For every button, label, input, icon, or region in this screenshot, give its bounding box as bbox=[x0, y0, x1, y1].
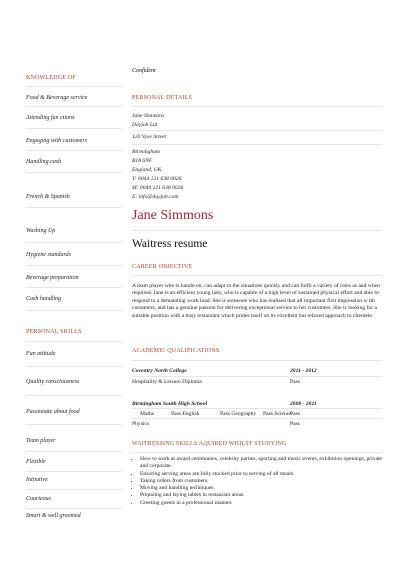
contact-city: Birmingham bbox=[132, 149, 160, 155]
divider bbox=[26, 310, 122, 311]
personal-skills-heading: PERSONAL SKILLS bbox=[26, 329, 82, 335]
knowledge-item: Attending fun ctions bbox=[26, 115, 75, 121]
personal-skill-item: Courteous bbox=[26, 496, 52, 502]
list-item: • Moving and handling techniques. bbox=[140, 485, 390, 492]
divider bbox=[132, 144, 382, 145]
personal-skill-item: Quality consciousness bbox=[26, 379, 80, 385]
divider bbox=[132, 230, 382, 231]
knowledge-item: Washing Up bbox=[26, 228, 56, 234]
subject-result: Pass bbox=[290, 421, 300, 427]
divider bbox=[26, 451, 122, 452]
knowledge-item: Cash handling bbox=[26, 296, 62, 302]
waitressing-skills-heading: WAITRESSING SKILLS AQUIRED WHILST STUDYING bbox=[132, 441, 287, 447]
personal-skill-item: Smart & well groomed bbox=[26, 513, 81, 519]
divider bbox=[132, 106, 382, 107]
divider bbox=[132, 452, 382, 453]
personal-skill-item: Flexible bbox=[26, 459, 46, 465]
contact-country: England, UK bbox=[132, 167, 162, 173]
divider bbox=[26, 242, 122, 243]
knowledge-item: Food & Beverage service bbox=[26, 95, 88, 101]
personal-skill-item: Team player bbox=[26, 438, 56, 444]
subject: Pass Science bbox=[263, 411, 292, 417]
school-dates: 2008 - 2011 bbox=[290, 401, 317, 407]
divider bbox=[26, 341, 122, 342]
personal-skill-item: Passionate about food bbox=[26, 409, 80, 415]
divider bbox=[132, 360, 382, 361]
divider bbox=[26, 366, 122, 367]
job-title: Waitress resume bbox=[132, 238, 208, 250]
contact-postcode: B18 6NF bbox=[132, 158, 153, 164]
knowledge-item: Beverage preparation bbox=[26, 275, 79, 281]
divider bbox=[26, 489, 122, 490]
divider bbox=[26, 207, 122, 208]
personal-skill-item: Initiative bbox=[26, 477, 48, 483]
career-objective-heading: CAREER OBJECTIVE bbox=[132, 264, 193, 270]
knowledge-item: French & Spanish bbox=[26, 194, 70, 200]
contact-name: Jane Simmons bbox=[132, 113, 165, 119]
divider bbox=[132, 275, 382, 276]
header-tagline: Confident bbox=[132, 68, 156, 74]
school-dates: 2011 - 2012 bbox=[290, 368, 317, 374]
list-item: • Ensuring serving areas are fully stocked prior to serving of all meals. bbox=[140, 471, 390, 478]
school-name: Coventry North College bbox=[132, 368, 187, 374]
contact-street: 120 Vyse Street bbox=[132, 134, 167, 140]
divider bbox=[26, 128, 122, 129]
contact-company: Dayjob Ltd bbox=[132, 122, 158, 128]
subject: Pass Geography bbox=[220, 411, 257, 417]
divider bbox=[26, 508, 122, 509]
knowledge-heading: KNOWLEDGE OF bbox=[26, 75, 76, 81]
list-item: • Greeting guests in a professional manner. bbox=[140, 500, 390, 507]
school-name: Birmingham South High School bbox=[132, 401, 208, 407]
contact-mobile: M: 0044 121 638 0026 bbox=[132, 185, 184, 191]
divider bbox=[132, 130, 382, 131]
divider bbox=[26, 150, 122, 151]
list-item: • Taking orders from customers. bbox=[140, 478, 390, 485]
subject: Maths bbox=[140, 411, 154, 417]
divider bbox=[26, 471, 122, 472]
subject-result: Pass bbox=[290, 411, 300, 417]
subject: Physics bbox=[132, 421, 150, 427]
personal-details-heading: PERSONAL DETAILS bbox=[132, 95, 192, 101]
divider bbox=[132, 408, 382, 409]
knowledge-item: Engaging with customers bbox=[26, 138, 87, 144]
contact-telephone: T: 0044 121 638 0026 bbox=[132, 176, 182, 182]
contact-email[interactable]: E: info@dayjob.com bbox=[132, 194, 179, 200]
knowledge-item: Handling cash bbox=[26, 159, 62, 165]
personal-skill-item: Fun attitude bbox=[26, 351, 56, 357]
divider bbox=[26, 395, 122, 396]
divider bbox=[26, 265, 122, 266]
knowledge-item: Hygiene standards bbox=[26, 252, 71, 258]
divider bbox=[26, 106, 122, 107]
career-objective-text: A team player who is hands-on, can adapt to the situations quickly and can fulfil a variety of roles as and when required. Jane is an efficient young lady, who is capable of a high level of sustained physical effort and able to respond to a demanding work load. She is someone who has realised that all important first impression w ith customers, and has a genuine passion for delivering exceptional service to her customers. She is looking for a suitable position with a busy restaurant which prides itself on its excellent but relaxed approach to clientele. bbox=[132, 283, 380, 319]
course-name: Hospitality & Leisure Diploma bbox=[132, 379, 202, 385]
list-item: • Preparing and laying tables in restaurant areas. bbox=[140, 492, 390, 499]
divider bbox=[26, 287, 122, 288]
subject: Pass English bbox=[171, 411, 200, 417]
divider bbox=[132, 418, 382, 419]
academic-heading: ACADEMIC QUALIFICATIONS bbox=[132, 348, 220, 354]
divider bbox=[132, 376, 382, 377]
candidate-name: Jane Simmons bbox=[132, 208, 214, 223]
divider bbox=[26, 424, 122, 425]
divider bbox=[26, 172, 122, 173]
course-result: Pass bbox=[290, 379, 300, 385]
divider bbox=[26, 86, 122, 87]
list-item: • How to work at award ceremonies, celebrity parties, sporting and music events, exhibition openings, private and corporate. bbox=[140, 456, 390, 471]
waitressing-skills-list bbox=[132, 456, 390, 507]
